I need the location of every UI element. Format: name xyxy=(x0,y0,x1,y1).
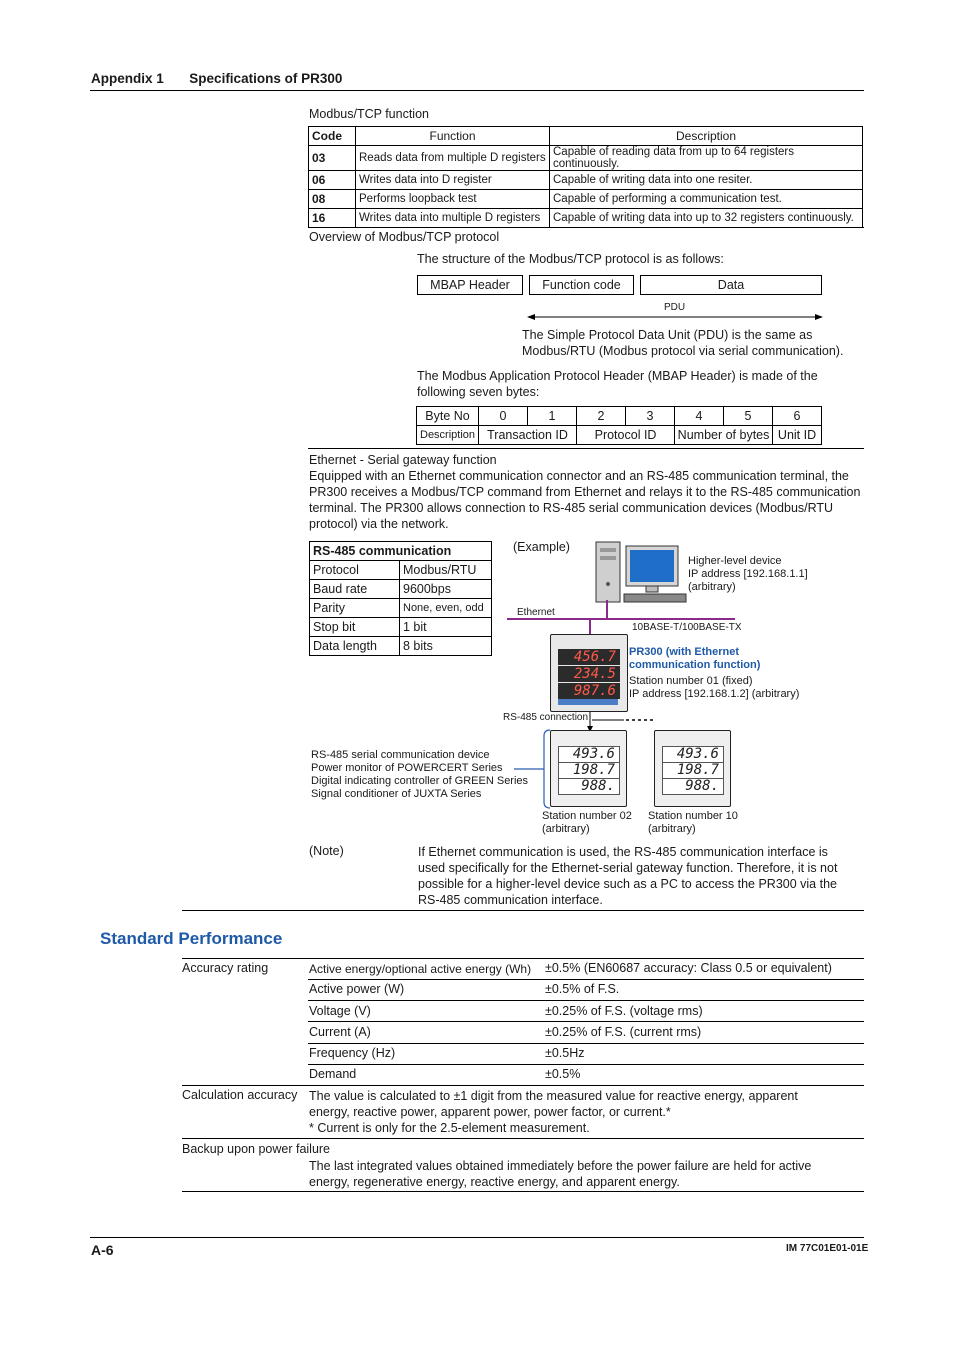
description-cell: Capable of performing a communication test. xyxy=(550,190,863,209)
value-cell: 1 bit xyxy=(400,618,492,637)
table-row xyxy=(417,426,822,445)
code-cell: 08 xyxy=(309,190,356,209)
page-number: A-6 xyxy=(91,1242,114,1258)
section-title: Standard Performance xyxy=(100,929,283,948)
modbus-function-table xyxy=(308,126,863,228)
note-line: used specifically for the Ethernet-serial gateway function. Therefore, it is not xyxy=(418,861,838,875)
rs485-table xyxy=(309,541,492,656)
pdu-note-2: Modbus/RTU (Modbus protocol via serial communication). xyxy=(522,344,844,358)
backup-text xyxy=(309,1158,811,1190)
section-rule xyxy=(182,910,864,911)
byte-cell: 6 xyxy=(773,407,822,426)
table-row xyxy=(309,190,863,209)
row-rule xyxy=(308,979,864,980)
meter-display-3: 988. xyxy=(558,778,620,795)
param-cell: Baud rate xyxy=(310,580,400,599)
acc-param: Active energy/optional active energy (Wh) xyxy=(309,962,532,976)
pr300-line: Station number 01 (fixed) xyxy=(629,675,753,687)
backup-line: The last integrated values obtained immediately before the power failure are held for active xyxy=(309,1159,812,1173)
data-box: Data xyxy=(640,275,822,295)
acc-param: Active power (W) xyxy=(309,982,405,996)
meter-display-1: 493.6 xyxy=(662,746,724,763)
param-cell: Protocol xyxy=(310,561,400,580)
higher-line: (arbitrary) xyxy=(688,581,736,593)
header-rule xyxy=(90,90,864,91)
col-description: Description xyxy=(550,127,863,146)
table-row xyxy=(310,561,492,580)
acc-param: Frequency (Hz) xyxy=(309,1046,396,1060)
function-cell: Reads data from multiple D registers xyxy=(356,146,550,171)
calc-text xyxy=(309,1088,798,1136)
code-cell: 03 xyxy=(309,146,356,171)
pr300-display-3: 987.6 xyxy=(558,683,620,699)
row-rule xyxy=(308,1043,864,1044)
overview-caption: Overview of Modbus/TCP protocol xyxy=(309,230,500,244)
station-line: Station number 10 xyxy=(648,810,738,822)
desc-cell: Transaction ID xyxy=(479,426,577,445)
code-cell: 06 xyxy=(309,171,356,190)
row-rule xyxy=(308,1021,864,1022)
byte-cell: 5 xyxy=(724,407,773,426)
param-cell: Data length xyxy=(310,637,400,656)
higher-level-device-label xyxy=(688,555,808,594)
pc-icon xyxy=(594,540,690,606)
pdu-arrow xyxy=(527,312,823,322)
table-row xyxy=(310,637,492,656)
row-rule xyxy=(308,1064,864,1065)
acc-value: ±0.5Hz xyxy=(545,1046,585,1060)
example-label: (Example) xyxy=(513,540,570,554)
table-row xyxy=(310,599,492,618)
meter-display-2: 198.7 xyxy=(558,762,620,779)
mbap-note-2: following seven bytes: xyxy=(417,385,540,399)
accuracy-label: Accuracy rating xyxy=(182,961,269,975)
table-row xyxy=(309,209,863,228)
table-row xyxy=(309,171,863,190)
note-line: possible for a higher-level device such as a PC to access the PR300 via the xyxy=(418,877,837,891)
description-cell: Capable of writing data into one resiter. xyxy=(550,171,863,190)
param-cell: Stop bit xyxy=(310,618,400,637)
param-cell: Parity xyxy=(310,599,400,618)
col-code: Code xyxy=(309,127,356,146)
col-function: Function xyxy=(356,127,550,146)
function-cell: Writes data into D register xyxy=(356,171,550,190)
code-cell: 16 xyxy=(309,209,356,228)
value-cell: Modbus/RTU xyxy=(400,561,492,580)
station-line: Station number 02 xyxy=(542,810,632,822)
function-cell: Writes data into multiple D registers xyxy=(356,209,550,228)
page-header xyxy=(91,71,342,86)
pc-link xyxy=(606,600,608,618)
pdu-label: PDU xyxy=(664,302,686,313)
byte-cell: 4 xyxy=(675,407,724,426)
station-line: (arbitrary) xyxy=(648,823,696,835)
serial-line: RS-485 serial communication device xyxy=(311,749,490,761)
pr300-link xyxy=(589,620,591,634)
mbap-note-1: The Modbus Application Protocol Header (MBAP Header) is made of the xyxy=(417,369,818,383)
rs485-connection-label: RS-485 connection xyxy=(503,712,589,723)
overview-intro: The structure of the Modbus/TCP protocol is as follows: xyxy=(417,252,724,266)
acc-value: ±0.5% xyxy=(545,1067,581,1081)
serial-line: Power monitor of POWERCERT Series xyxy=(311,762,503,774)
pr300-display-1: 456.7 xyxy=(558,649,620,665)
meter-display-1: 493.6 xyxy=(558,746,620,763)
pr300-keypad xyxy=(558,699,618,705)
footer-rule xyxy=(90,1237,864,1238)
calc-line: The value is calculated to ±1 digit from the measured value for reactive energy, apparent xyxy=(309,1089,798,1103)
row-rule xyxy=(308,1000,864,1001)
byte-cell: 2 xyxy=(577,407,626,426)
perf-rule xyxy=(182,1138,864,1139)
rs485-lines xyxy=(586,710,658,732)
value-cell: 8 bits xyxy=(400,637,492,656)
acc-param: Current (A) xyxy=(309,1025,371,1039)
acc-value: ±0.25% of F.S. (current rms) xyxy=(545,1025,702,1039)
section-rule xyxy=(308,448,864,449)
description-cell: Capable of writing data into up to 32 registers continuously. xyxy=(550,209,863,228)
desc-cell: Number of bytes xyxy=(675,426,773,445)
meter-display-2: 198.7 xyxy=(662,762,724,779)
station-02-label xyxy=(542,810,632,836)
serial-line: Digital indicating controller of GREEN Series xyxy=(311,775,529,787)
desc-cell: Protocol ID xyxy=(577,426,675,445)
modbus-caption: Modbus/TCP function xyxy=(309,107,429,121)
table-row xyxy=(310,580,492,599)
table-row xyxy=(417,407,822,426)
acc-value: ±0.5% of F.S. xyxy=(545,982,620,996)
serial-line: Signal conditioner of JUXTA Series xyxy=(311,788,482,800)
table-row xyxy=(309,146,863,171)
description-cell: Capable of reading data from up to 64 registers continuously. xyxy=(550,146,863,171)
rs485-title: RS-485 communication xyxy=(310,542,492,561)
ethernet-label: Ethernet xyxy=(517,607,555,618)
gateway-caption: Ethernet - Serial gateway function xyxy=(309,453,497,467)
pr300-line: communication function) xyxy=(629,659,761,671)
acc-value: ±0.5% (EN60687 accuracy: Class 0.5 or equivalent) xyxy=(545,961,832,975)
note-line: If Ethernet communication is used, the RS-485 communication interface is xyxy=(418,845,828,859)
header-section: Appendix 1 xyxy=(91,71,164,86)
pr300-display-2: 234.5 xyxy=(558,666,620,682)
doc-id: IM 77C01E01-01E xyxy=(786,1243,869,1254)
byte-cell: 3 xyxy=(626,407,675,426)
perf-rule xyxy=(182,1191,864,1192)
station-line: (arbitrary) xyxy=(542,823,590,835)
value-cell: None, even, odd xyxy=(400,599,492,618)
function-cell: Performs loopback test xyxy=(356,190,550,209)
gateway-line: Equipped with an Ethernet communication connector and an RS-485 communication terminal, the xyxy=(309,469,849,483)
table-header-row xyxy=(310,542,492,561)
pr300-label xyxy=(629,646,760,672)
higher-line: IP address [192.168.1.1] xyxy=(688,568,808,580)
perf-rule xyxy=(182,1085,864,1086)
table-header-row xyxy=(309,127,863,146)
function-code-box: Function code xyxy=(529,275,634,295)
pdu-note-1: The Simple Protocol Data Unit (PDU) is the same as xyxy=(522,328,813,342)
meter-display-3: 988. xyxy=(662,778,724,795)
ethernet-line xyxy=(507,618,735,620)
meter-device-10 xyxy=(654,730,731,807)
header-title: Specifications of PR300 xyxy=(189,71,343,86)
byte-cell: 0 xyxy=(479,407,528,426)
value-cell: 9600bps xyxy=(400,580,492,599)
note-line: RS-485 communication interface. xyxy=(418,893,603,907)
table-row xyxy=(310,618,492,637)
base-label: 10BASE-T/100BASE-TX xyxy=(632,622,742,633)
gateway-line: PR300 receives a Modbus/TCP command from Ethernet and relays it to the RS-485 communication xyxy=(309,485,861,499)
higher-line: Higher-level device xyxy=(688,555,782,567)
backup-line: energy, regenerative energy, reactive energy, and apparent energy. xyxy=(309,1175,680,1189)
calc-line: * Current is only for the 2.5-element measurement. xyxy=(309,1121,590,1135)
mbap-bytes-table xyxy=(416,406,822,445)
pr300-device xyxy=(550,634,628,712)
pr300-line: PR300 (with Ethernet xyxy=(629,646,740,658)
gateway-line: terminal. The PR300 allows connection to RS-485 serial communication devices (Modbus/RTU xyxy=(309,501,834,515)
acc-param: Demand xyxy=(309,1067,357,1081)
station-10-label xyxy=(648,810,738,836)
acc-param: Voltage (V) xyxy=(309,1004,371,1018)
backup-label: Backup upon power failure xyxy=(182,1142,331,1156)
note-label: (Note) xyxy=(309,844,344,858)
calc-line: energy, reactive power, apparent power, power factor, or current.* xyxy=(309,1105,671,1119)
pr300-line: IP address [192.168.1.2] (arbitrary) xyxy=(629,688,800,700)
note-text xyxy=(418,844,837,908)
pr300-station xyxy=(629,675,799,701)
byte-no-label: Byte No xyxy=(417,407,479,426)
byte-cell: 1 xyxy=(528,407,577,426)
section-rule xyxy=(308,227,864,228)
perf-rule xyxy=(182,958,864,959)
serial-device-list xyxy=(311,749,528,801)
desc-cell: Unit ID xyxy=(773,426,822,445)
calc-label: Calculation accuracy xyxy=(182,1088,298,1102)
acc-value: ±0.25% of F.S. (voltage rms) xyxy=(545,1004,703,1018)
meter-device-02 xyxy=(550,730,627,807)
description-label: Description xyxy=(417,426,479,445)
gateway-line: protocol) via the network. xyxy=(309,517,449,531)
mbap-header-box: MBAP Header xyxy=(417,275,523,295)
